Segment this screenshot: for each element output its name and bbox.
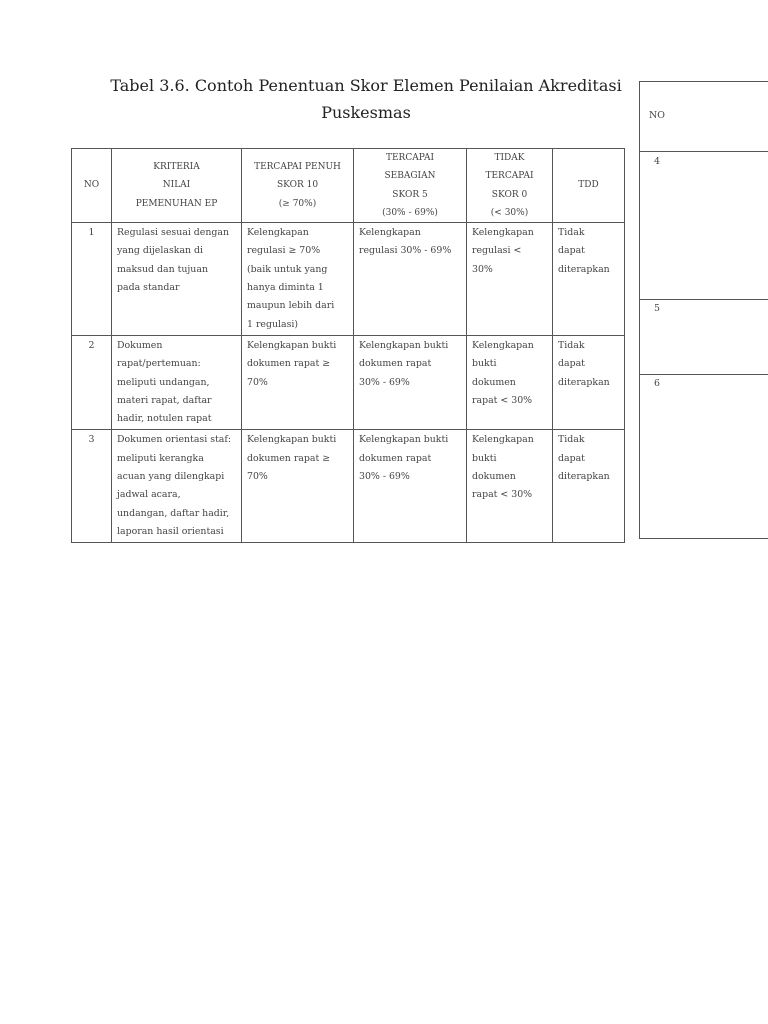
cell-line: meliputi undangan,	[117, 376, 210, 388]
adjacent-table-rule	[639, 538, 768, 539]
cell-line: yang dijelaskan di	[117, 245, 204, 257]
table-title-line-1: Tabel 3.6. Contoh Penentuan Skor Elemen Penilaian Akreditasi	[110, 76, 622, 95]
cell-line: 1 regulasi)	[247, 318, 299, 330]
cell-line: Kelengkapan bukti	[247, 434, 337, 446]
cell-line: Regulasi sesuai dengan	[117, 227, 230, 239]
row-tidak-tercapai	[467, 335, 553, 429]
row-kriteria	[112, 430, 242, 543]
adjacent-row-no: 4	[654, 156, 660, 167]
header-kriteria-line: KRITERIA	[153, 162, 200, 173]
adjacent-table-rule	[639, 81, 768, 82]
cell-line: Kelengkapan	[472, 434, 534, 446]
cell-line: dokumen rapat	[359, 452, 432, 464]
header-sebagian-line: SEBAGIAN	[384, 171, 436, 182]
cell-line: Kelengkapan bukti	[359, 339, 449, 351]
cell-line: acuan yang dilengkapi	[117, 471, 225, 483]
cell-line: 30% - 69%	[359, 376, 410, 388]
adjacent-row-no: 6	[654, 378, 660, 389]
cell-line: rapat/pertemuan:	[117, 358, 201, 370]
cell-line: laporan hasil orientasi	[117, 525, 224, 537]
score-table	[71, 148, 625, 543]
adjacent-table-rule	[639, 299, 768, 300]
cell-line: Dokumen	[117, 339, 163, 351]
row-tdd	[553, 430, 625, 543]
header-tdd: TDD	[553, 149, 625, 223]
cell-line: undangan, daftar hadir,	[117, 507, 230, 519]
cell-line: maupun lebih dari	[247, 300, 335, 312]
header-kriteria-line: PEMENUHAN EP	[135, 198, 218, 209]
cell-line: materi rapat, daftar	[117, 394, 212, 406]
cell-line: dokumen rapat ≥	[247, 358, 331, 370]
header-sebagian-line: (30% - 69%)	[382, 207, 438, 218]
header-tercapai-penuh	[242, 149, 354, 223]
row-tercapai-penuh	[242, 430, 354, 543]
adjacent-table-rule	[639, 151, 768, 152]
cell-line: Kelengkapan bukti	[247, 339, 337, 351]
table-row	[72, 335, 625, 429]
cell-line: 30%	[472, 263, 493, 275]
cell-line: Dokumen orientasi staf:	[117, 434, 231, 446]
cell-line: bukti	[472, 358, 497, 370]
cell-line: Kelengkapan	[359, 227, 421, 239]
cell-line: rapat < 30%	[472, 489, 533, 501]
row-tercapai-penuh	[242, 335, 354, 429]
cell-line: Tidak	[558, 227, 585, 239]
cell-line: Kelengkapan	[472, 227, 534, 239]
header-sebagian-line: SKOR 5	[392, 189, 428, 200]
adjacent-table-border	[639, 81, 640, 539]
header-penuh-line: (≥ 70%)	[278, 198, 317, 209]
cell-line: meliputi kerangka	[117, 452, 204, 464]
cell-line: hanya diminta 1	[247, 282, 324, 294]
header-kriteria	[112, 149, 242, 223]
cell-line: dokumen	[472, 471, 516, 483]
row-no: 1	[72, 223, 112, 336]
table-row	[72, 223, 625, 336]
cell-line: dokumen rapat	[359, 358, 432, 370]
cell-line: Kelengkapan	[472, 339, 534, 351]
header-tidak-line: SKOR 0	[491, 189, 528, 200]
header-tidak-line: TIDAK	[494, 153, 525, 163]
row-kriteria	[112, 223, 242, 336]
table-row	[72, 430, 625, 543]
cell-line: Kelengkapan	[247, 227, 309, 239]
cell-line: Tidak	[558, 434, 585, 446]
row-no: 3	[72, 430, 112, 543]
cell-line: dapat	[558, 245, 585, 257]
cell-line: dapat	[558, 452, 585, 464]
cell-line: Tidak	[558, 339, 585, 351]
table-title-line-2: Puskesmas	[321, 103, 411, 122]
cell-line: diterapkan	[558, 263, 610, 275]
row-tercapai-penuh	[242, 223, 354, 336]
cell-line: regulasi 30% - 69%	[359, 245, 452, 257]
row-no: 2	[72, 335, 112, 429]
cell-line: bukti	[472, 452, 497, 464]
row-tercapai-sebagian	[354, 223, 467, 336]
adjacent-table-rule	[639, 374, 768, 375]
header-tidak-line: (< 30%)	[490, 207, 529, 218]
row-tercapai-sebagian	[354, 335, 467, 429]
cell-line: rapat < 30%	[472, 394, 533, 406]
row-tdd	[553, 335, 625, 429]
cell-line: dokumen	[472, 376, 516, 388]
row-tidak-tercapai	[467, 430, 553, 543]
cell-line: Kelengkapan bukti	[359, 434, 449, 446]
header-no: NO	[72, 149, 112, 223]
header-penuh-line: SKOR 10	[276, 180, 319, 191]
cell-line: 70%	[247, 471, 268, 483]
cell-line: regulasi <	[472, 245, 522, 257]
cell-line: hadir, notulen rapat	[117, 413, 212, 425]
cell-line: dapat	[558, 358, 585, 370]
header-sebagian-line: TERCAPAI	[385, 153, 435, 163]
table-header-row	[72, 149, 625, 223]
row-tdd	[553, 223, 625, 336]
row-kriteria	[112, 335, 242, 429]
header-penuh-line: TERCAPAI PENUH	[254, 162, 341, 173]
adjacent-row-no: 5	[654, 303, 660, 314]
header-kriteria-line: NILAI	[162, 180, 191, 191]
cell-line: pada standar	[117, 282, 180, 294]
cell-line: 30% - 69%	[359, 471, 410, 483]
cell-line: dokumen rapat ≥	[247, 452, 331, 464]
adjacent-header-no: NO	[649, 110, 665, 121]
cell-line: jadwal acara,	[117, 489, 181, 501]
cell-line: diterapkan	[558, 471, 610, 483]
row-tidak-tercapai	[467, 223, 553, 336]
cell-line: diterapkan	[558, 376, 610, 388]
adjacent-table-partial	[639, 81, 768, 539]
header-tidak-tercapai	[467, 149, 553, 223]
header-tidak-line: TERCAPAI	[485, 171, 534, 182]
cell-line: (baik untuk yang	[247, 263, 328, 275]
row-tercapai-sebagian	[354, 430, 467, 543]
header-tercapai-sebagian	[354, 149, 467, 223]
cell-line: 70%	[247, 376, 268, 388]
cell-line: regulasi ≥ 70%	[247, 245, 321, 257]
cell-line: maksud dan tujuan	[117, 263, 208, 275]
